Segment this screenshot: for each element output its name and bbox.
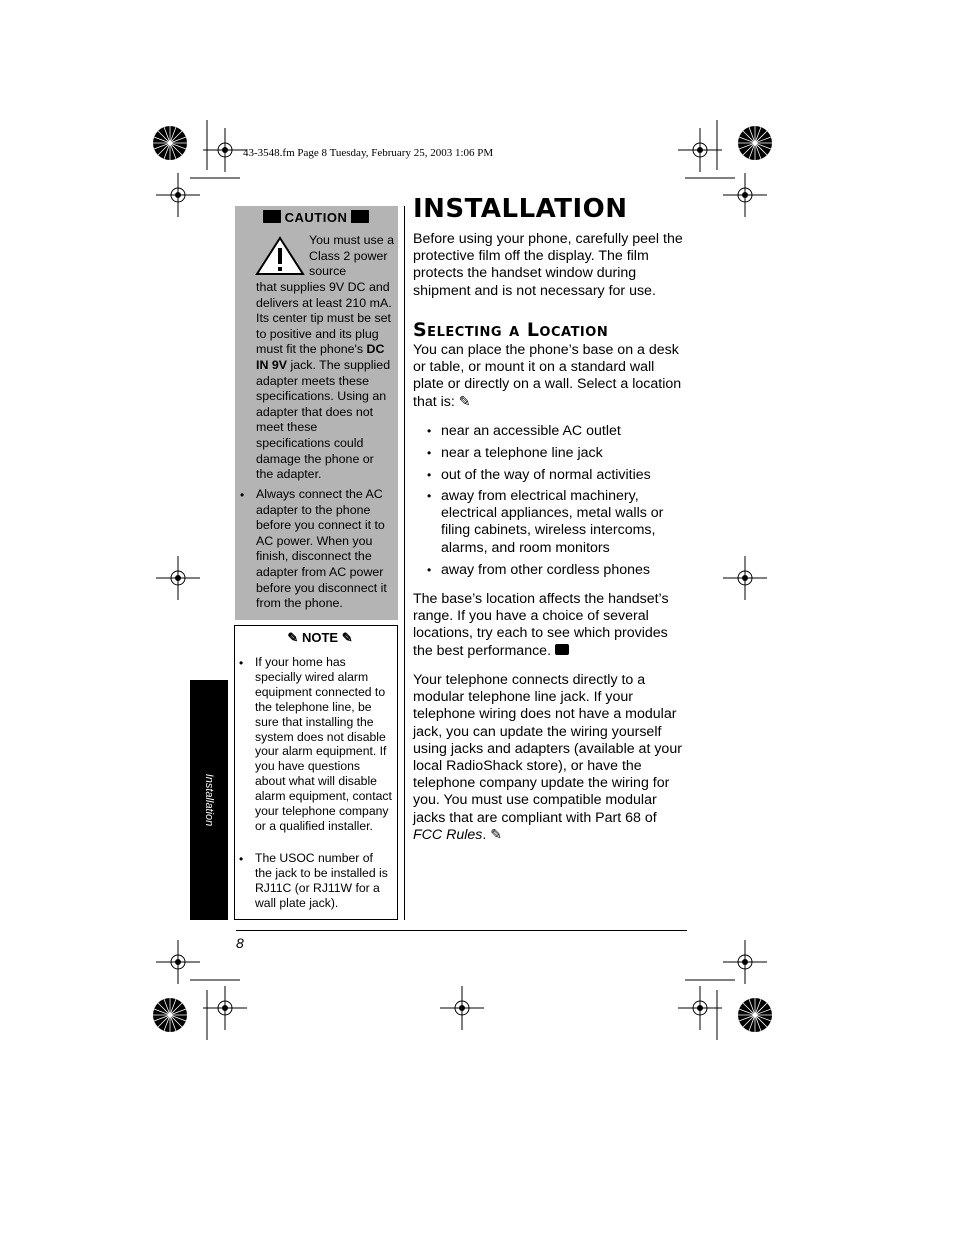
intro-paragraph: Before using your phone, carefully peel the protective film off the display. The film protects the handset window during shipment and is not necessary for use. (413, 231, 683, 299)
crosshair-top-left (203, 128, 247, 172)
note-pencil-icon: ✎ (458, 393, 471, 410)
crosshair-lower-right (723, 940, 767, 984)
section-intro: You can place the phone’s base on a desk or table, or mount it on a standard wall plate or directly on a wall. Select a location that is: ✎ (413, 342, 682, 410)
caution-text: that supplies 9V DC and delivers at least 210 mA. Its center tip must be set to positive and its plug must fit the phone's DC IN 9V jack. The supplied adapter meets these specifications. Using an adapter that does not meet these specifications could damage the phone or the adapter. (256, 280, 392, 482)
caution-heading: CAUTION (256, 210, 376, 225)
page-title: INSTALLATION (413, 194, 628, 224)
crosshair-top-right (678, 128, 722, 172)
list-item: near a telephone line jack (441, 445, 603, 461)
caution-bullet: Always connect the AC adapter to the phone before you connect it to AC power. When you finish, disconnect the adapter from AC power before you disconnect it from the phone. (256, 487, 387, 611)
caution-symbol-icon (351, 210, 369, 223)
footer-rule (236, 930, 687, 931)
list-item: away from electrical machinery, electrical appliances, metal walls or filing cabinets, wireless intercoms, alarms, and room monitors (441, 488, 664, 556)
crosshair-upper-right (723, 173, 767, 217)
crosshair-upper-left (156, 173, 200, 217)
section-heading: Selecting a Location (413, 319, 609, 341)
file-header-line: 43-3548.fm Page 8 Tuesday, February 25, 2003 1:06 PM (243, 147, 494, 159)
caution-text-narrow: You must use a Class 2 power source (309, 233, 394, 279)
crosshair-mid-right (723, 556, 767, 600)
range-paragraph: The base’s location affects the handset’s range. If you have a choice of several locations, try each to see which provides the best performance. (413, 591, 669, 659)
note-heading: ✎ NOTE ✎ (287, 630, 353, 645)
column-divider (404, 206, 405, 920)
jack-paragraph: Your telephone connects directly to a modular telephone line jack. If your telephone wiring does not have a modular jack, you can update the wiring yourself using jacks and adapters (available at your local RadioShack store), or have the telephone company update the wiring for you. You must use compatible modular jacks that are compliant with Part 68 of FCC Rules. ✎ (413, 672, 682, 843)
crosshair-lower-left (156, 940, 200, 984)
note-item: The USOC number of the jack to be installed is RJ11C (or RJ11W for a wall plate jack). (255, 851, 388, 910)
crosshair-bottom-right (678, 986, 722, 1030)
sunburst-mark-top-left (153, 126, 187, 160)
note-pencil-icon: ✎ (341, 630, 353, 645)
note-pencil-icon: ✎ (287, 630, 299, 645)
crosshair-bottom-left (203, 986, 247, 1030)
crosshair-bottom-center (440, 986, 484, 1030)
caution-symbol-icon (263, 210, 281, 223)
note-pencil-icon: ✎ (490, 826, 503, 843)
note-item: If your home has specially wired alarm equipment connected to the telephone line, be sure that installing the system does not disable your alarm equipment. If you have questions about what will disable alarm equipment, contact your telephone company or a qualified installer. (255, 655, 392, 833)
warning-triangle-icon (255, 236, 305, 276)
sunburst-mark-bottom-right (738, 998, 772, 1032)
page-number: 8 (236, 935, 244, 951)
list-item: out of the way of normal activities (441, 467, 651, 483)
list-item: near an accessible AC outlet (441, 423, 621, 439)
side-tab-label: Installation (203, 773, 215, 827)
hint-icon (555, 644, 569, 655)
sunburst-mark-bottom-left (153, 998, 187, 1032)
sunburst-mark-top-right (738, 126, 772, 160)
crosshair-mid-left (156, 556, 200, 600)
list-item: away from other cordless phones (441, 562, 650, 578)
